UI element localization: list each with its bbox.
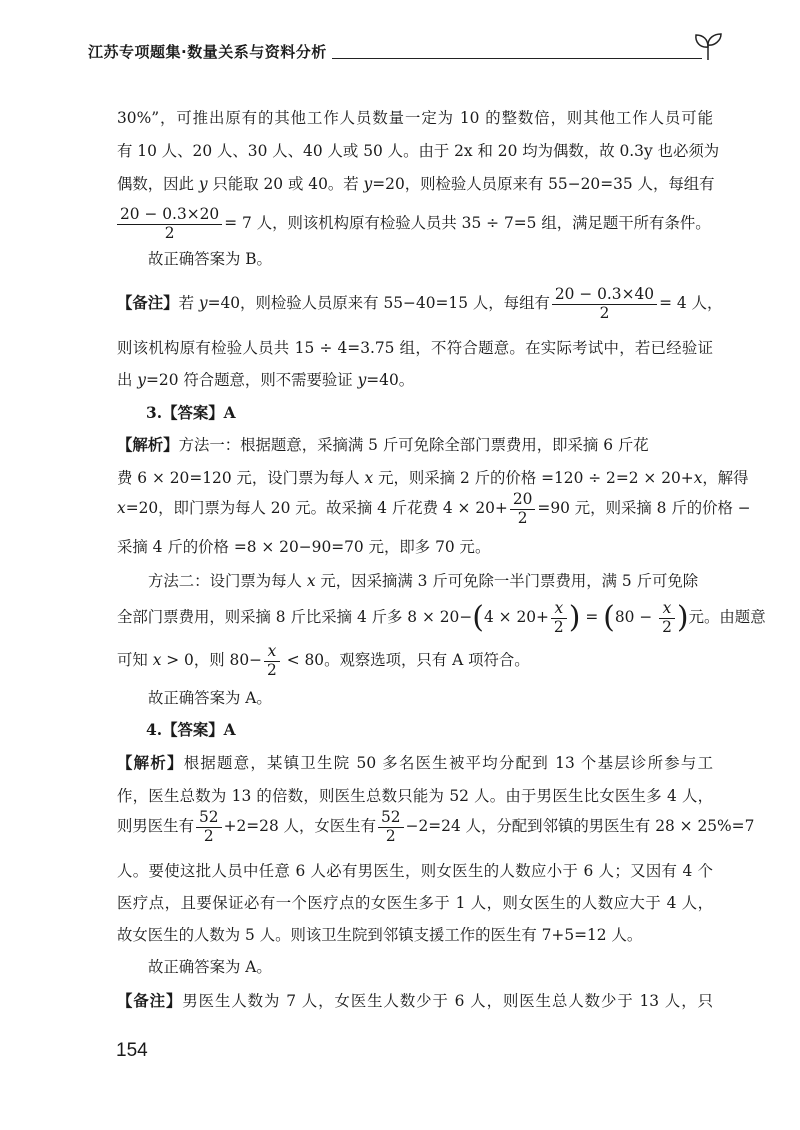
analysis-tag: 【解析】 — [117, 436, 179, 454]
text-line: 偶数，因此 y 只能取 20 或 40。若 y=20，则检验人员原来有 55−20=35 人，每组有 — [117, 175, 715, 193]
text-line: 作，医生总数为 13 的倍数，则医生总数只能为 52 人。由于男医生比女医生多 4 人， — [117, 787, 713, 805]
text-line: $\frac{20 - 0.3\times 20}{2}$ = 7 人，则该机构原有检验人员共 35 ÷ 7=5 组，满足题干所有条件。 — [117, 203, 711, 243]
fraction: $\frac{x}{2}$ — [659, 600, 675, 636]
text-line: 【解析】根据题意，某镇卫生院 50 多名医生被平均分配到 13 个基层诊所参与工 — [117, 754, 713, 772]
page-number: 154 — [116, 1040, 148, 1061]
answer-line: 故正确答案为 A。 — [148, 958, 272, 976]
fraction: $\frac{52}{2}$ — [196, 809, 222, 845]
text-line: 方法二：设门票为每人 x 元，因采摘满 3 斤可免除一半门票费用，满 5 斤可免除 — [148, 572, 699, 590]
note-tag: 【备注】 — [117, 992, 183, 1010]
fraction: $\frac{x}{2}$ — [264, 643, 280, 679]
text-line: 故女医生的人数为 5 人。则该卫生院到邻镇支援工作的医生有 7+5=12 人。 — [117, 926, 643, 944]
fraction: $\frac{52}{2}$ — [378, 809, 404, 845]
text-line: 则男医生有 $\frac{52}{2}$ +2=28 人，女医生有 $\frac{52}{2}$ −2=24 人，分配到邻镇的男医生有 28 × 25%=7 — [117, 808, 755, 845]
text-line: 【解析】方法一：根据题意，采摘满 5 斤可免除全部门票费用，即采摘 6 斤花 — [117, 436, 649, 454]
text-line: x=20，即门票为每人 20 元。故采摘 4 斤花费 4 × 20+ $\frac{20}{2}$ =90 元，则采摘 8 斤的价格 − — [117, 490, 751, 527]
sprout-icon — [690, 30, 726, 62]
text-line: 有 10 人、20 人、30 人、40 人或 50 人。由于 2x 和 20 均为偶数，故 0.3y 也必须为 — [117, 142, 720, 160]
header-rule — [332, 58, 702, 59]
answer-line: 故正确答案为 A。 — [148, 689, 272, 707]
fraction: $\frac{20 - 0.3\times 20}{2}$ — [117, 206, 222, 242]
text-line: 医疗点，且要保证必有一个医疗点的女医生多于 1 人，则女医生的人数应大于 4 人， — [117, 894, 713, 912]
question-4-answer-label: 4.【答案】A — [146, 721, 236, 739]
fraction: $\frac{x}{2}$ — [551, 600, 567, 636]
text-line: 人。要使这批人员中任意 6 人必有男医生，则女医生的人数应小于 6 人；又因有 4 个 — [117, 862, 713, 880]
question-3-answer-label: 3.【答案】A — [146, 404, 236, 422]
note-line: 【备注】若 y=40，则检验人员原来有 55−40=15 人，每组有 $\frac{20 - 0.3\times 40}{2}$ = 4 人， — [117, 285, 723, 322]
text-line: 全部门票费用，则采摘 8 斤比采摘 4 斤多 8 × 20−(4 × 20+ $\frac{x}{2}$ ) = (80 − $\frac{x}{2}$ )元。由题意 — [117, 599, 766, 636]
text-line: 出 y=20 符合题意，则不需要验证 y=40。 — [117, 371, 415, 389]
fraction: $\frac{20}{2}$ — [510, 491, 536, 527]
note-line: 【备注】男医生人数为 7 人，女医生人数少于 6 人，则医生总人数少于 13 人，只 — [117, 992, 713, 1010]
answer-line: 故正确答案为 B。 — [148, 250, 272, 268]
analysis-tag: 【解析】 — [117, 754, 184, 772]
text-line: 30%”，可推出原有的其他工作人员数量一定为 10 的整数倍，则其他工作人员可能 — [117, 109, 713, 127]
text-line: 可知 x > 0，则 80− $\frac{x}{2}$ < 80。观察选项，只有 A 项符合。 — [117, 642, 530, 679]
text-line: 费 6 × 20=120 元，设门票为每人 x 元，则采摘 2 斤的价格 =120 ÷ 2=2 × 20+x，解得 — [117, 469, 749, 487]
note-tag: 【备注】 — [117, 294, 179, 312]
text-line: 则该机构原有检验人员共 15 ÷ 4=3.75 组，不符合题意。在实际考试中，若已经验证 — [117, 339, 713, 357]
text-line: 采摘 4 斤的价格 =8 × 20−90=70 元，即多 70 元。 — [117, 538, 491, 556]
fraction: $\frac{20 - 0.3\times 40}{2}$ — [552, 286, 657, 322]
running-header-title: 江苏专项题集·数量关系与资料分析 — [88, 43, 327, 61]
